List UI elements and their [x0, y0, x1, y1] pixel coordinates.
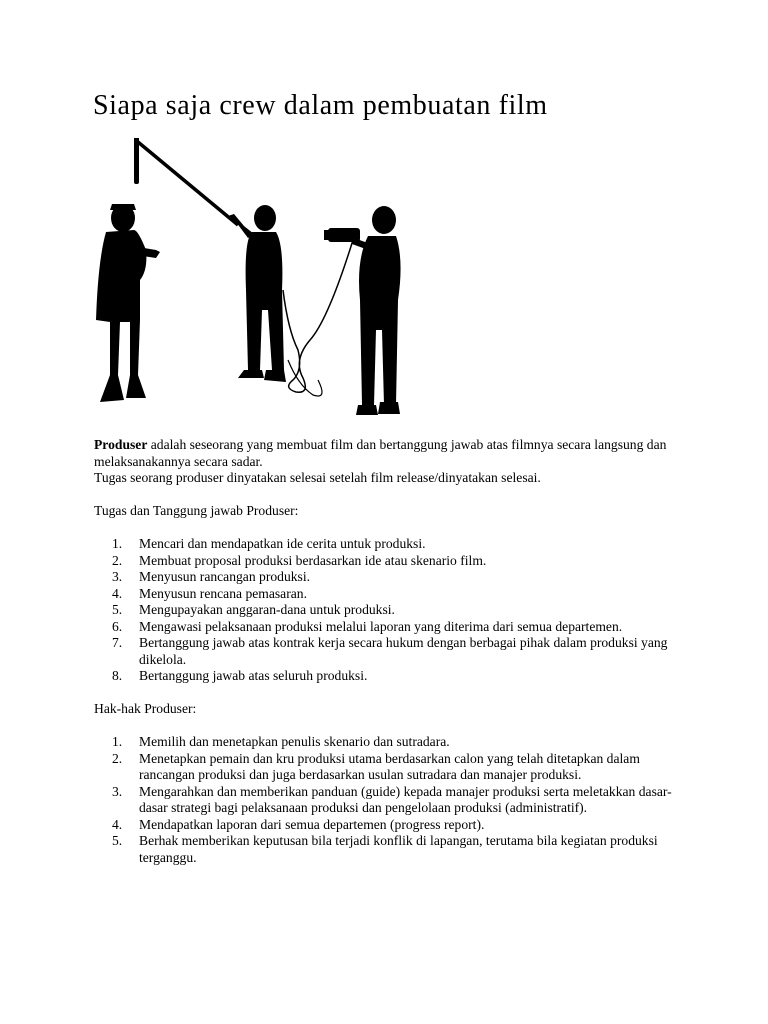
list-item: 6. Mengawasi pelaksanaan produksi melalui laporan yang diterima dari semua departemen.	[112, 618, 623, 634]
person-middle-silhouette	[228, 205, 286, 382]
list-item: 4. Mendapatkan laporan dari semua departemen (progress report).	[112, 816, 485, 832]
person-left-silhouette	[96, 204, 160, 402]
list-item: 5. Berhak memberikan keputusan bila terjadi konflik di lapangan, terutama bila kegiatan produksi terganggu.	[112, 833, 658, 865]
tasks-list	[94, 536, 684, 685]
producer-definition: adalah seseorang yang membuat film dan bertanggung jawab atas filmnya secara langsung dan melaksanakannya secara sadar.	[94, 437, 667, 469]
page-title: Siapa saja crew dalam pembuatan film	[93, 90, 548, 121]
film-crew-silhouette-image	[88, 130, 418, 420]
intro-paragraph	[94, 437, 684, 470]
producer-term: Produser	[94, 437, 148, 452]
rights-heading: Hak-hak Produser:	[94, 701, 197, 716]
list-item: 2. Membuat proposal produksi berdasarkan ide atau skenario film.	[112, 552, 487, 568]
tasks-heading: Tugas dan Tanggung jawab Produser:	[94, 503, 299, 518]
producer-duty-end: Tugas seorang produser dinyatakan selesai setelah film release/dinyatakan selesai.	[94, 470, 541, 485]
list-item: 1. Mencari dan mendapatkan ide cerita untuk produksi.	[112, 536, 426, 551]
list-item: 3. Mengarahkan dan memberikan panduan (guide) kepada manajer produksi serta meletakkan dasar-dasar strategi bagi pelaksanaan produksi dan pengelolaan produksi (administratif).	[112, 783, 672, 815]
list-item: 8. Bertanggung jawab atas seluruh produksi.	[112, 668, 368, 683]
article-body	[94, 437, 684, 866]
list-item: 5. Mengupayakan anggaran-dana untuk produksi.	[112, 602, 395, 617]
camera-cable	[283, 240, 353, 392]
boom-microphone	[134, 142, 139, 184]
boom-pole	[138, 142, 238, 225]
list-item: 7. Bertanggung jawab atas kontrak kerja secara hukum dengan berbagai pihak dalam produksi yang dikelola.	[112, 635, 668, 667]
list-item: 3. Menyusun rancangan produksi.	[112, 569, 311, 584]
rights-list	[94, 734, 684, 866]
list-item: 2. Menetapkan pemain dan kru produksi utama berdasarkan calon yang telah ditetapkan dalam rancangan produksi dan juga berdasarkan usulan sutradara dan manajer produksi.	[112, 750, 640, 782]
person-right-silhouette	[324, 206, 401, 415]
list-item: 4. Menyusun rencana pemasaran.	[112, 585, 307, 601]
list-item: 1. Memilih dan menetapkan penulis skenario dan sutradara.	[112, 734, 450, 749]
